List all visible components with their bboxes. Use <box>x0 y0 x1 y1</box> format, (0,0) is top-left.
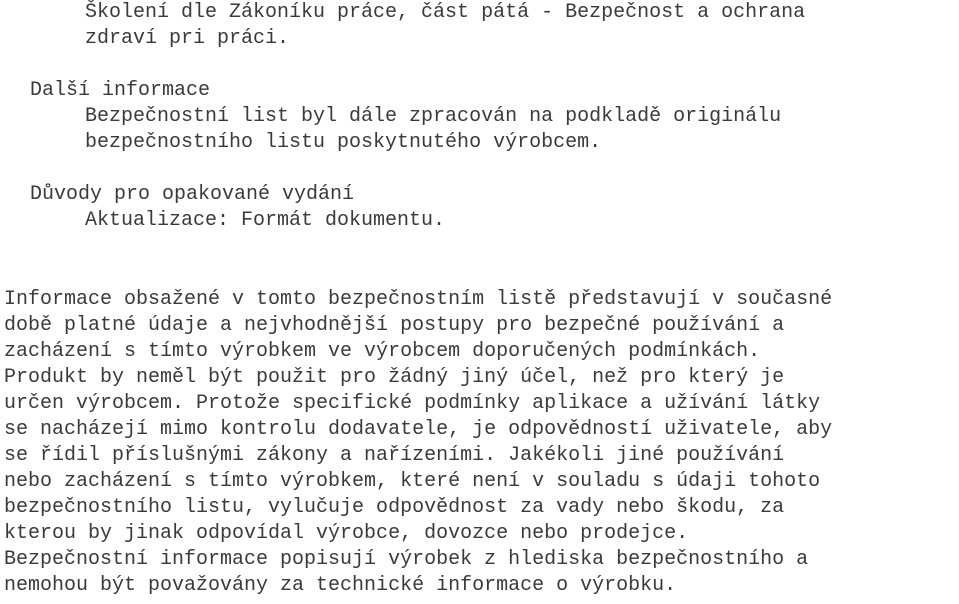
training-line-2: zdraví pri práci. <box>85 27 290 50</box>
disclaimer-line-7: se řídil příslušnými zákony a nařízeními. Jakékoli jiné používání <box>4 444 785 467</box>
reissue-line-1: Aktualizace: Formát dokumentu. <box>85 209 446 232</box>
disclaimer-line-10: kterou by jinak odpovídal výrobce, dovozce nebo prodejce. <box>4 522 689 545</box>
disclaimer-line-12: nemohou být považovány za technické informace o výrobku. <box>4 574 677 597</box>
reissue-heading: Důvody pro opakované vydání <box>30 183 355 206</box>
disclaimer-line-3: zacházení s tímto výrobkem ve výrobcem doporučených podmínkách. <box>4 340 761 363</box>
disclaimer-line-4: Produkt by neměl být použit pro žádný jiný účel, než pro který je <box>4 366 785 389</box>
additional-info-heading: Další informace <box>30 79 211 102</box>
additional-info-line-2: bezpečnostního listu poskytnutého výrobcem. <box>85 131 602 154</box>
training-line-1: Školení dle Zákoníku práce, část pátá - Bezpečnost a ochrana <box>85 1 806 24</box>
disclaimer-line-9: bezpečnostního listu, vylučuje odpovědnost za vady nebo škodu, za <box>4 496 785 519</box>
disclaimer-line-2: době platné údaje a nejvhodnější postupy pro bezpečné používání a <box>4 314 785 337</box>
additional-info-line-1: Bezpečnostní list byl dále zpracován na podkladě originálu <box>85 105 782 128</box>
disclaimer-line-11: Bezpečnostní informace popisují výrobek z hlediska bezpečnostního a <box>4 548 809 571</box>
disclaimer-line-8: nebo zacházení s tímto výrobkem, které není v souladu s údaji tohoto <box>4 470 821 493</box>
disclaimer-line-5: určen výrobcem. Protože specifické podmínky aplikace a užívání látky <box>4 392 821 415</box>
disclaimer-line-1: Informace obsažené v tomto bezpečnostním listě představují v současné <box>4 288 833 311</box>
disclaimer-line-6: se nacházejí mimo kontrolu dodavatele, je odpovědností uživatele, aby <box>4 418 833 441</box>
